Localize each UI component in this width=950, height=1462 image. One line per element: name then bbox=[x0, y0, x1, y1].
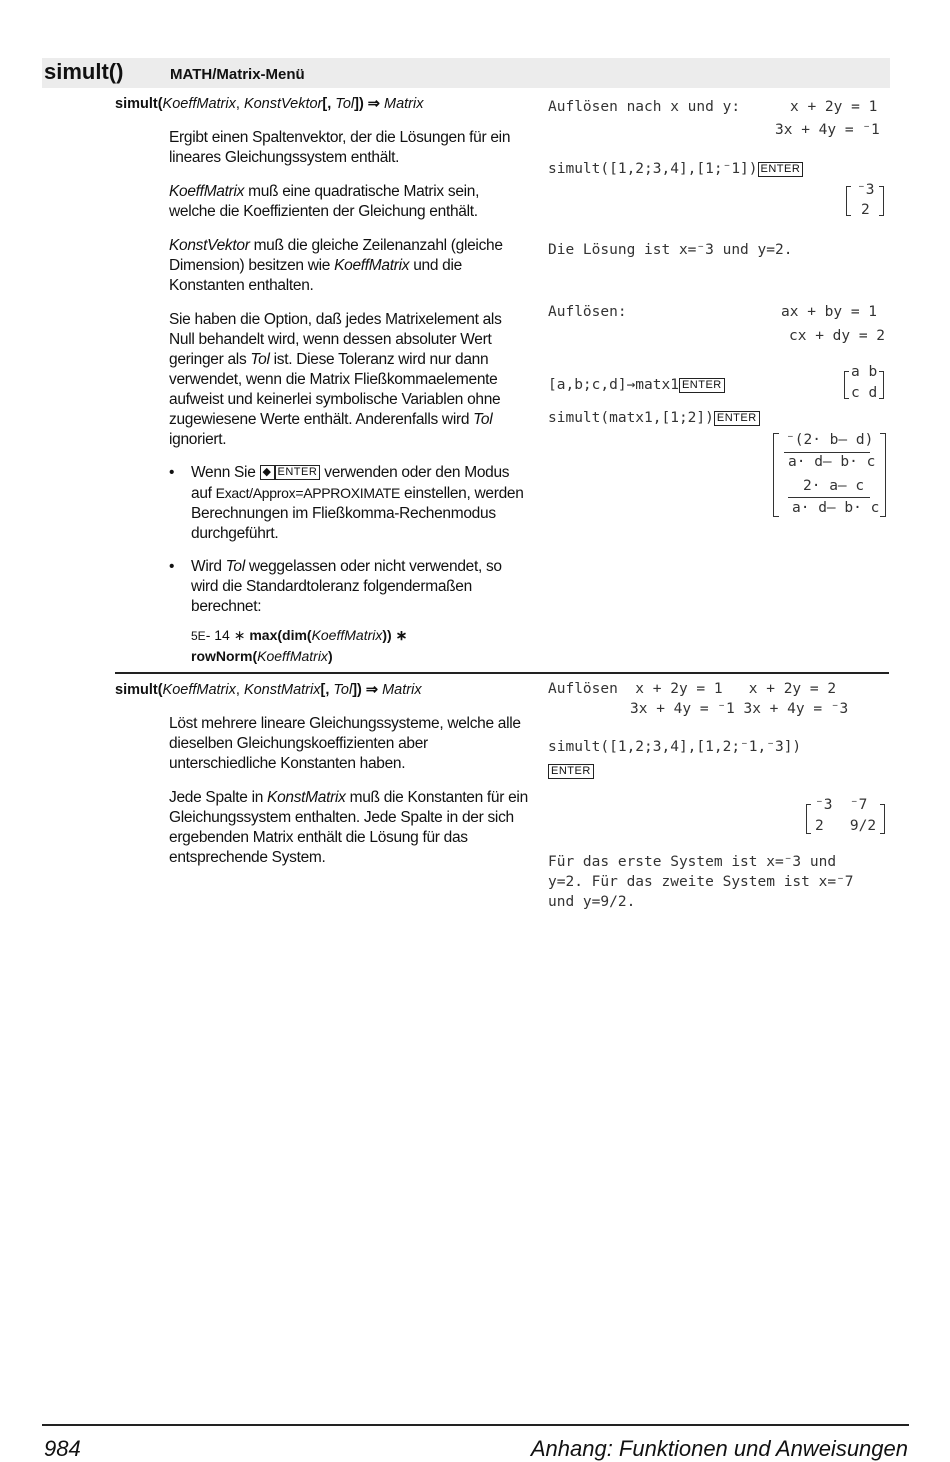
page-number: 984 bbox=[44, 1436, 81, 1461]
matrix-row-2: c d bbox=[851, 385, 878, 401]
fraction-line bbox=[788, 497, 870, 498]
example2-store-command: [a,b;c,d]→matx1 ENTER bbox=[548, 377, 725, 393]
description-p3: KonstVektor muß die gleiche Zeilenanzahl (gleiche Dimension) besitzen wie KoeffMatrix und die Konstanten enthalten. bbox=[169, 237, 503, 294]
example1-solution: Die Lösung ist x=⁻3 und y=2. bbox=[548, 242, 793, 258]
enter-key-icon: ENTER bbox=[679, 378, 725, 393]
menu-location: MATH/Matrix-Menü bbox=[170, 66, 305, 83]
matrix-bracket-right bbox=[879, 371, 884, 399]
example2-label: Auflösen: bbox=[548, 304, 627, 320]
section2-description-p1: Löst mehrere lineare Gleichungssysteme, welche alle dieselben Gleichungskoeffizienten aber unterschiedliche Konstanten haben. bbox=[169, 715, 521, 772]
function-title: simult() bbox=[44, 59, 124, 84]
result2-bracket-right bbox=[880, 433, 886, 517]
description-p4: Sie haben die Option, daß jedes Matrixelement als Null behandelt wird, wenn dessen absoluter Wert geringer als Tol ist. Diese Toleranz wird nur dann verwendet, wenn die Matrix Fließkommaelemente aufweist und keinerlei symbolische Variablen ohne zugewiesene Werte enthält. Anderenfalls wird Tol ignoriert. bbox=[169, 311, 502, 448]
fraction-line bbox=[784, 452, 870, 453]
result1-value-y: 2 bbox=[861, 202, 870, 218]
example1-command: simult([1,2;3,4],[1;⁻1]) ENTER bbox=[548, 161, 803, 177]
example3-solution-1: Für das erste System ist x=⁻3 und bbox=[548, 854, 837, 870]
example1-eq1: x + 2y = 1 bbox=[790, 99, 878, 115]
footer-title: Anhang: Funktionen und Anweisungen bbox=[530, 1436, 908, 1461]
matrix-row-1: a b bbox=[851, 364, 878, 380]
example2-eq1: ax + by = 1 bbox=[781, 304, 878, 320]
matrix-bracket-left bbox=[844, 371, 849, 399]
result3-row-1: ⁻3 ⁻7 bbox=[815, 797, 868, 813]
result1-value-x: ⁻3 bbox=[857, 182, 875, 198]
example2-eq2: cx + dy = 2 bbox=[789, 328, 886, 344]
section-divider bbox=[115, 672, 889, 674]
signature-2: simult(KoeffMatrix, KonstMatrix[, Tol]) ⇒ Matrix bbox=[115, 682, 422, 698]
result2-denominator-2: a· d– b· c bbox=[792, 500, 880, 516]
enter-key-icon: ENTER bbox=[275, 465, 321, 480]
enter-key-icon: ENTER bbox=[548, 764, 594, 779]
result2-numerator-1: ⁻(2· b– d) bbox=[786, 432, 874, 448]
result2-bracket-left bbox=[773, 433, 779, 517]
result3-row-2: 2 9/2 bbox=[815, 818, 877, 834]
example1-label: Auflösen nach x und y: bbox=[548, 99, 741, 115]
footer-rule bbox=[42, 1424, 909, 1426]
result2-denominator-1: a· d– b· c bbox=[788, 454, 876, 470]
result3-bracket-right bbox=[880, 804, 885, 834]
example3-command: simult([1,2;3,4],[1,2;⁻1,⁻3]) bbox=[548, 739, 802, 755]
example3-line1: Auflösen x + 2y = 1 x + 2y = 2 bbox=[548, 681, 837, 697]
tolerance-formula: 5E- 14 ∗ max(dim(KoeffMatrix)) ∗ rowNorm(KoeffMatrix) bbox=[191, 627, 408, 664]
example2-simult-command: simult(matx1,[1;2]) ENTER bbox=[548, 410, 760, 426]
section2-description-p2: Jede Spalte in KonstMatrix muß die Konstanten für ein Gleichungssystem enthalten. Jede Spalte in der sich ergebenden Matrix enthält die Lösung für das entsprechende System. bbox=[169, 789, 528, 866]
enter-key-icon: ENTER bbox=[758, 162, 804, 177]
result-bracket-right bbox=[879, 186, 884, 216]
example1-eq2: 3x + 4y = ⁻1 bbox=[775, 122, 880, 138]
result-bracket-left bbox=[846, 186, 851, 216]
example3-solution-3: und y=9/2. bbox=[548, 894, 636, 910]
example3-line2: 3x + 4y = ⁻1 3x + 4y = ⁻3 bbox=[630, 701, 849, 717]
signature-1: simult(KoeffMatrix, KonstVektor[, Tol]) ⇒ Matrix bbox=[115, 96, 424, 112]
example3-solution-2: y=2. Für das zweite System ist x=⁻7 bbox=[548, 874, 854, 890]
enter-key-icon: ENTER bbox=[714, 411, 760, 426]
diamond-key-icon: ◆ bbox=[260, 465, 275, 480]
description-p2: KoeffMatrix muß eine quadratische Matrix sein, welche die Koeffizienten der Gleichung enthält. bbox=[169, 183, 480, 220]
result3-bracket-left bbox=[806, 804, 811, 834]
example3-enter bbox=[548, 763, 594, 779]
description-p1: Ergibt einen Spaltenvektor, der die Lösungen für ein lineares Gleichungssystem enthält. bbox=[169, 129, 511, 166]
result2-numerator-2: 2· a– c bbox=[803, 478, 865, 494]
